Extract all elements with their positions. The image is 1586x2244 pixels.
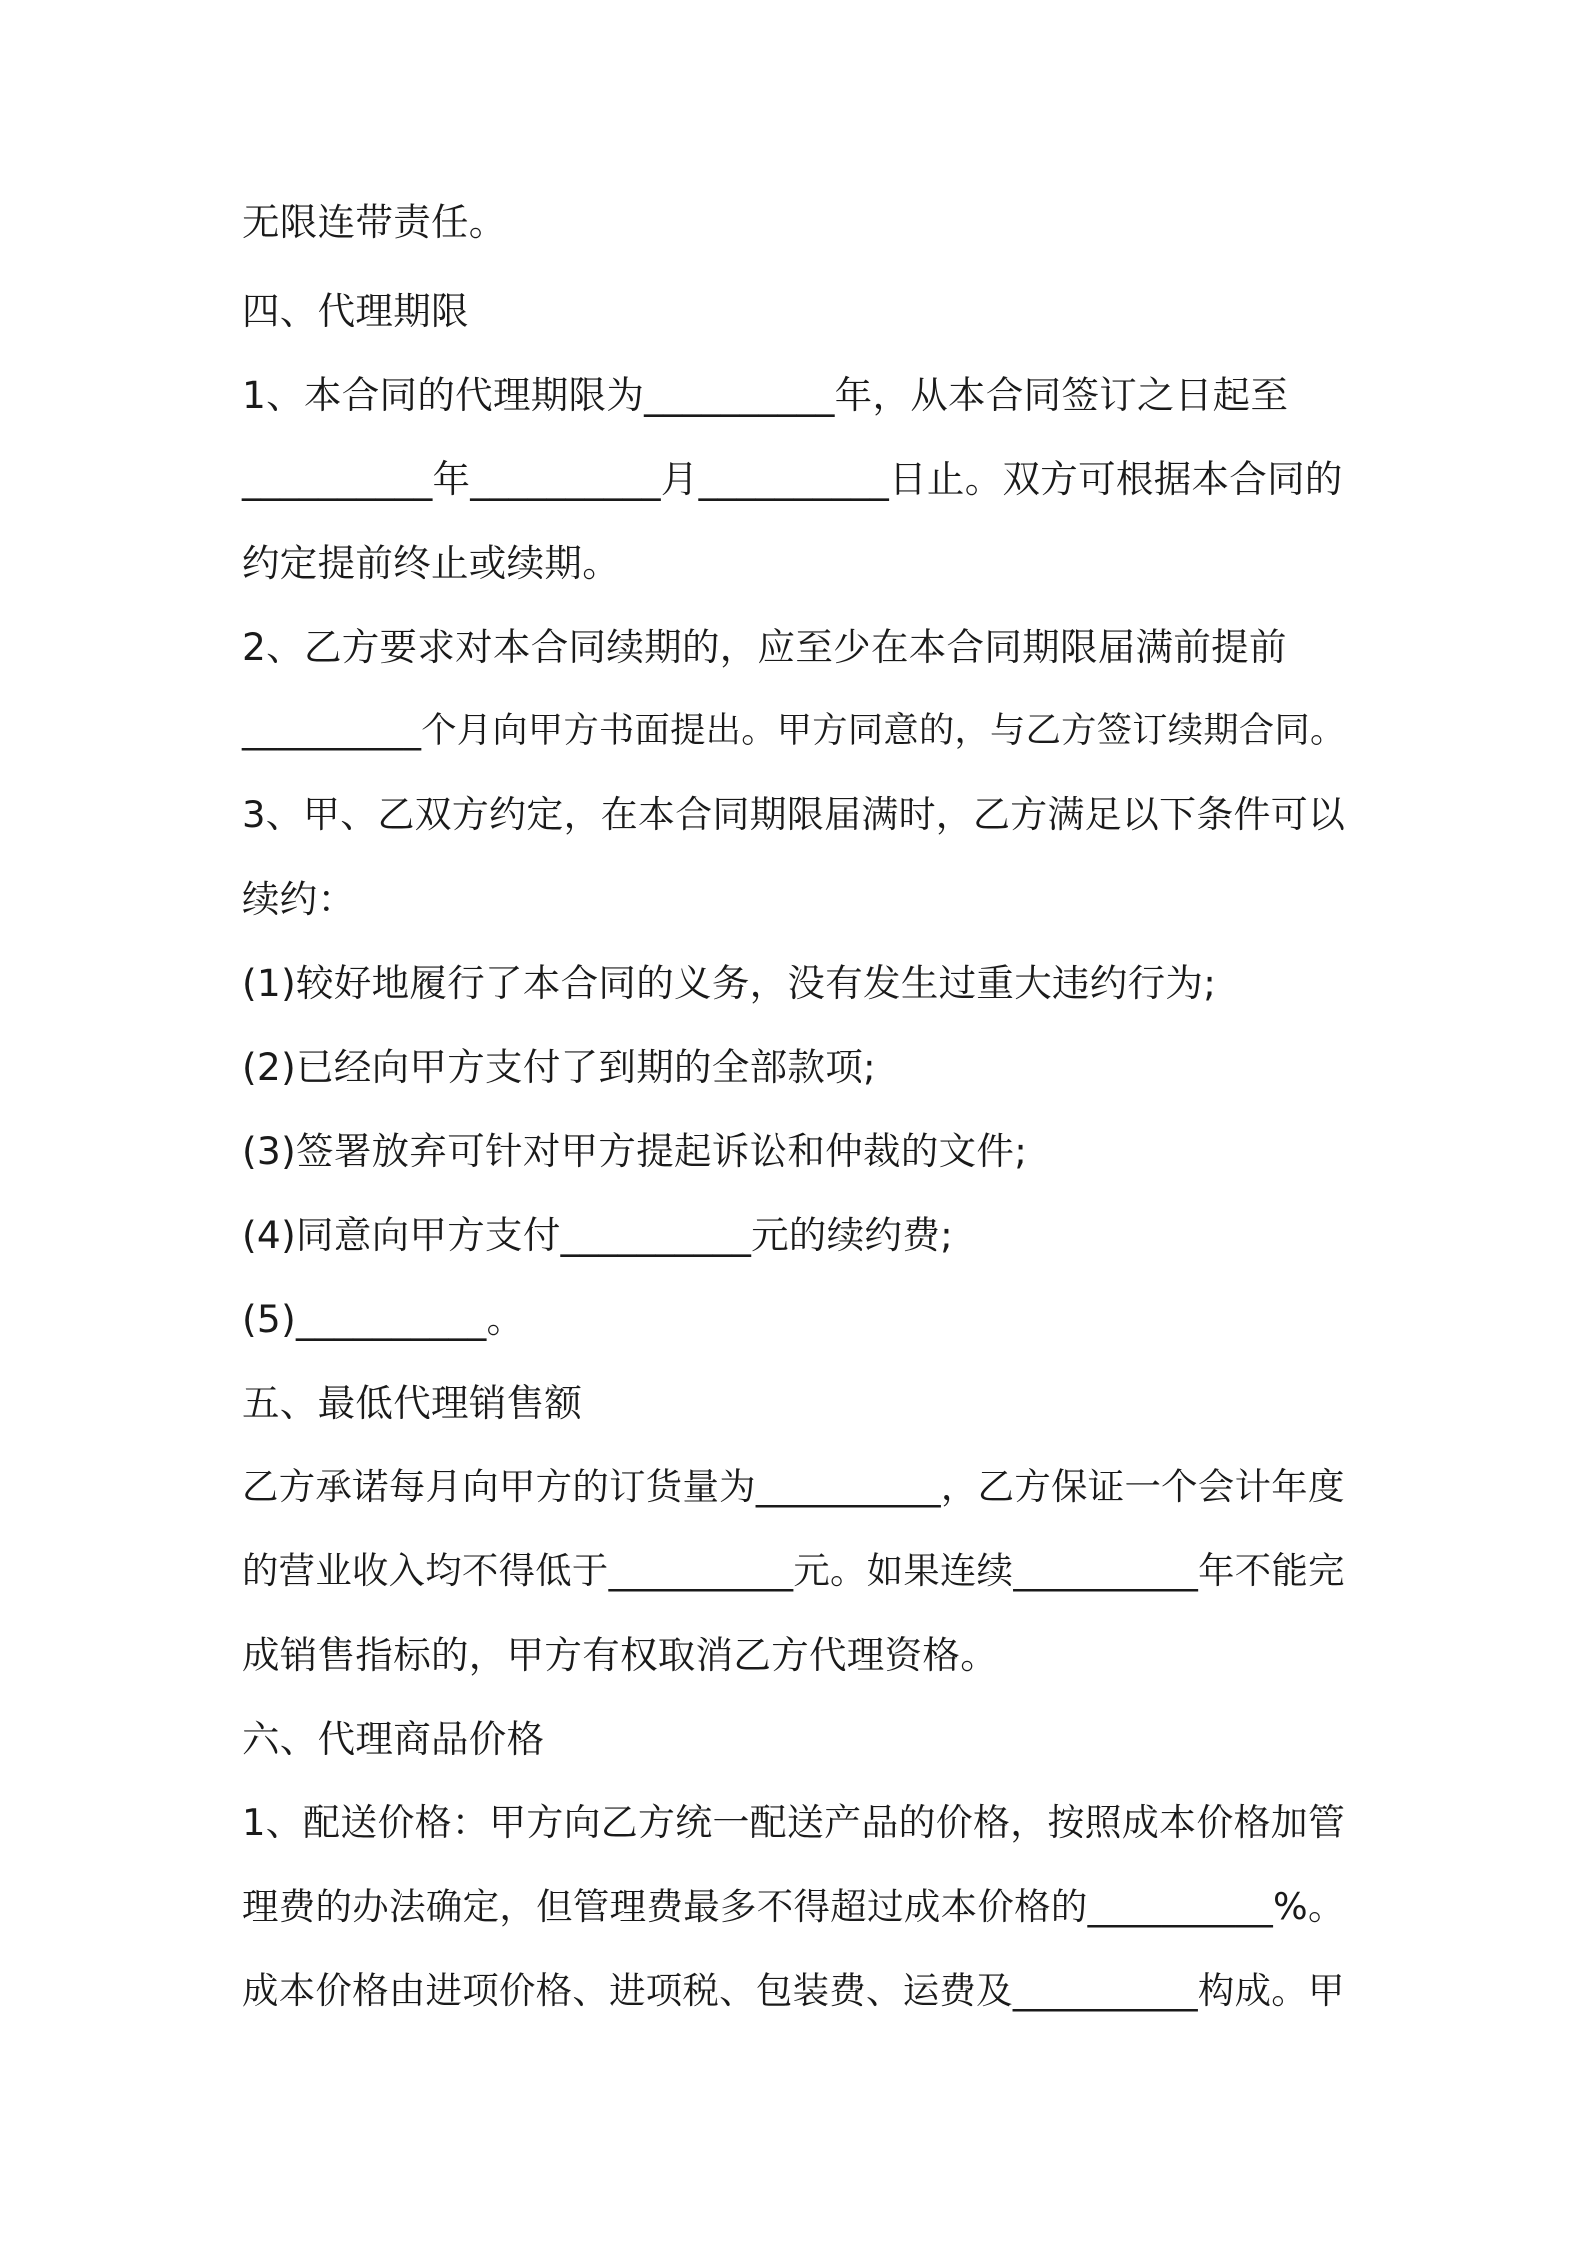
text-line: 1、本合同的代理期限为__________年，从本合同签订之日起至 xyxy=(242,373,1289,417)
section-heading: 四、代理期限 xyxy=(242,289,469,333)
list-item: (4)同意向甲方支付__________元的续约费; xyxy=(242,1213,954,1257)
text-line: 乙方承诺每月向甲方的订货量为__________，乙方保证一个会计年度 xyxy=(242,1465,1345,1508)
text-line: 续约： xyxy=(242,877,356,921)
text-line: 成销售指标的，甲方有权取消乙方代理资格。 xyxy=(242,1633,998,1677)
list-item: (5)__________。 xyxy=(242,1297,525,1341)
section-heading: 六、代理商品价格 xyxy=(242,1717,545,1761)
text-line: 理费的办法确定，但管理费最多不得超过成本价格的__________%。 xyxy=(242,1885,1345,1928)
text-line: 3、甲、乙双方约定，在本合同期限届满时，乙方满足以下条件可以 xyxy=(242,793,1346,836)
text-line: __________个月向甲方书面提出。甲方同意的，与乙方签订续期合同。 xyxy=(242,710,1346,751)
list-item: (3)签署放弃可针对甲方提起诉讼和仲裁的文件; xyxy=(242,1129,1028,1173)
section-heading: 五、最低代理销售额 xyxy=(242,1381,583,1425)
text-line: 2、乙方要求对本合同续期的，应至少在本合同期限届满前提前 xyxy=(242,625,1287,669)
text-line: 无限连带责任。 xyxy=(242,200,507,244)
text-line: 约定提前终止或续期。 xyxy=(242,541,620,585)
text-line: 1、配送价格：甲方向乙方统一配送产品的价格，按照成本价格加管 xyxy=(242,1801,1346,1844)
list-item: (1)较好地履行了本合同的义务，没有发生过重大违约行为; xyxy=(242,961,1217,1005)
text-line: 的营业收入均不得低于__________元。如果连续__________年不能完 xyxy=(242,1549,1345,1592)
text-line: 成本价格由进项价格、进项税、包装费、运费及__________构成。甲 xyxy=(242,1969,1345,2012)
list-item: (2)已经向甲方支付了到期的全部款项; xyxy=(242,1045,876,1089)
text-line: __________年__________月__________日止。双方可根据本合同的 xyxy=(242,457,1343,501)
